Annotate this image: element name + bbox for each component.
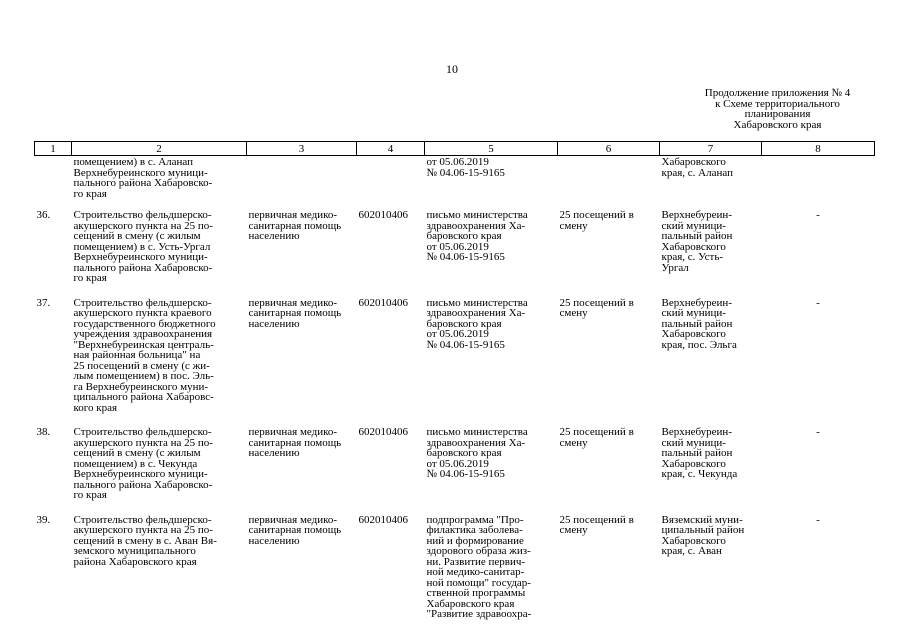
capacity-cell	[558, 209, 660, 297]
cell-text-line: здравоохранения Ха-	[426, 307, 526, 319]
cell-text-line: Верхнебуреинского муници-	[73, 166, 208, 179]
cell-text-line: ной помощи" государ-	[426, 576, 531, 589]
column-number-header: 2	[72, 142, 247, 156]
cell-text-line: пального района Хабаровско-	[73, 261, 213, 274]
cell-text-line: Верхнебуреинского муници-	[73, 251, 208, 263]
cell-text-line: государственного бюджетного	[73, 317, 216, 330]
cell-text-line: Строительство фельдшерско-	[73, 209, 212, 221]
object-code-cell: 602010406	[358, 209, 408, 221]
cell-text-line: края, с. Усть-	[661, 251, 724, 263]
cell-text-line: края, пос. Эльга	[661, 338, 737, 351]
basis-document-cell	[425, 426, 558, 514]
object-code-cell	[357, 156, 425, 210]
table-row	[35, 209, 875, 297]
location-cell	[660, 514, 762, 620]
column-8-cell: -	[816, 209, 820, 221]
cell-text-line: ципального района Хабаровс-	[73, 391, 214, 403]
header-note-line: Продолжение приложения № 4	[704, 87, 851, 99]
capacity-cell	[558, 156, 660, 210]
cell-text-line: сещений в смену (с жилым	[73, 447, 201, 459]
cell-text-line: от 05.06.2019	[426, 457, 489, 470]
object-code-cell: 602010406	[358, 296, 408, 309]
cell-text-line: первичная медико-	[248, 426, 338, 438]
cell-text-line: акушерского пункта на 25 по-	[73, 524, 213, 536]
object-type-cell	[247, 209, 357, 297]
object-type-cell	[247, 426, 357, 514]
cell-text-line: № 04.06-15-9165	[426, 338, 505, 351]
object-type-cell	[247, 297, 357, 427]
cell-text-line: ципальный район	[661, 524, 745, 536]
cell-text-line: сещений в смену (с жилым	[73, 230, 201, 242]
cell-text-line: Верхнебуреин-	[661, 209, 732, 221]
cell-text-line: го края	[73, 272, 107, 284]
cell-text-line: "Развитие здравоохра-	[426, 608, 532, 620]
cell-text-line: пальный район	[661, 317, 733, 330]
cell-text-line: санитарная помощь	[248, 524, 342, 536]
cell-text-line: Ургал	[661, 261, 689, 274]
column-number-header: 6	[558, 142, 660, 156]
cell-text-line: филактика заболева-	[426, 524, 523, 536]
cell-text-line: письмо министерства	[426, 426, 528, 438]
cell-text-line: письмо министерства	[426, 296, 528, 309]
column-number-header: 4	[357, 142, 425, 156]
capacity-cell	[558, 297, 660, 427]
cell-text-line: письмо министерства	[426, 209, 528, 221]
cell-text-line: ский муници-	[661, 436, 726, 449]
cell-text-line: здравоохранения Ха-	[426, 436, 526, 449]
cell-text-line: ной медико-санитар-	[426, 566, 525, 578]
cell-text-line: акушерского пункта на 25 по-	[73, 219, 213, 232]
cell-text-line: 25 посещений в	[559, 296, 634, 309]
cell-text-line: пальный район	[661, 447, 733, 459]
cell-text-line: края, с. Чекунда	[661, 468, 738, 480]
header-note-line: планирования	[744, 108, 811, 120]
cell-text-line: района Хабаровского края	[73, 555, 197, 568]
cell-text-line: № 04.06-15-9165	[426, 251, 505, 263]
cell-text-line: ский муници-	[661, 219, 726, 232]
cell-text-line: Хабаровского края	[426, 597, 515, 610]
location-cell	[660, 297, 762, 427]
cell-text-line: Строительство фельдшерско-	[73, 296, 212, 309]
column-8-cell	[762, 156, 875, 210]
cell-text-line: учреждения здравоохранения	[73, 328, 213, 340]
basis-document-cell	[425, 514, 558, 620]
column-number-header: 3	[247, 142, 357, 156]
location-cell	[660, 156, 762, 210]
object-name-cell	[72, 156, 247, 210]
cell-text-line: подпрограмма "Про-	[426, 513, 524, 526]
basis-document-cell	[425, 156, 558, 210]
column-8-cell: -	[816, 513, 820, 526]
cell-text-line: населению	[248, 534, 300, 547]
cell-text-line: Хабаровского	[661, 240, 726, 253]
cell-text-line: кого края	[73, 401, 118, 414]
appendix-header-note	[690, 88, 865, 130]
cell-text-line: Хабаровского	[661, 328, 726, 340]
object-name-cell	[72, 426, 247, 514]
column-number-header: 5	[425, 142, 558, 156]
cell-text-line: от 05.06.2019	[426, 328, 489, 340]
row-number-cell	[35, 156, 72, 210]
object-name-cell	[72, 297, 247, 427]
cell-text-line: ственной программы	[426, 587, 526, 599]
cell-text-line: помещением) в с. Аланап	[73, 156, 194, 168]
column-number-header: 7	[660, 142, 762, 156]
cell-text-line: го края	[73, 187, 107, 200]
cell-text-line: "Верхнебуреинская централь-	[73, 338, 214, 351]
cell-text-line: Хабаровского	[661, 457, 726, 470]
cell-text-line: сещений в смену в с. Аван Вя-	[73, 534, 217, 547]
cell-text-line: ная районная больница" на	[73, 349, 201, 361]
cell-text-line: смену	[559, 219, 588, 232]
row-number-cell: 38.	[36, 426, 51, 438]
cell-text-line: здорового образа жиз-	[426, 545, 531, 557]
cell-text-line: 25 посещений в	[559, 426, 634, 438]
cell-text-line: первичная медико-	[248, 513, 338, 526]
cell-text-line: ний и формирование	[426, 534, 524, 547]
cell-text-line: баровского края	[426, 230, 502, 242]
cell-text-line: ский муници-	[661, 307, 726, 319]
header-note-line: Хабаровского края	[733, 118, 822, 131]
objects-table	[34, 141, 875, 620]
location-cell	[660, 426, 762, 514]
cell-text-line: помещением) в с. Усть-Ургал	[73, 240, 211, 253]
basis-document-cell	[425, 297, 558, 427]
cell-text-line: акушерского пункта на 25 по-	[73, 436, 213, 449]
cell-text-line: края, с. Аван	[661, 545, 722, 557]
cell-text-line: Строительство фельдшерско-	[73, 513, 212, 526]
cell-text-line: Хабаровского	[661, 534, 726, 547]
capacity-cell	[558, 426, 660, 514]
row-number-cell: 37.	[36, 296, 51, 309]
cell-text-line: пальный район	[661, 230, 733, 242]
object-type-cell	[247, 514, 357, 620]
cell-text-line: смену	[559, 307, 588, 319]
cell-text-line: го края	[73, 489, 107, 501]
cell-text-line: акушерского пункта краевого	[73, 307, 212, 319]
column-8-cell: -	[816, 426, 820, 438]
cell-text-line: первичная медико-	[248, 209, 338, 221]
cell-text-line: земского муниципального	[73, 545, 196, 557]
table-row	[35, 297, 875, 427]
object-type-cell	[247, 156, 357, 210]
cell-text-line: Верхнебуреин-	[661, 296, 732, 309]
object-code-cell: 602010406	[358, 426, 408, 438]
cell-text-line: края, с. Аланап	[661, 166, 733, 179]
cell-text-line: пального района Хабаровско-	[73, 478, 213, 491]
cell-text-line: населению	[248, 447, 300, 459]
cell-text-line: населению	[248, 230, 300, 242]
cell-text-line: Верхнебуреин-	[661, 426, 732, 438]
header-note-line: к Схеме территориального	[715, 97, 840, 110]
cell-text-line: здравоохранения Ха-	[426, 219, 526, 232]
location-cell	[660, 209, 762, 297]
page-number: 10	[446, 62, 458, 76]
cell-text-line: помещением) в с. Чекунда	[73, 457, 198, 470]
column-number-header: 1	[35, 142, 72, 156]
cell-text-line: баровского края	[426, 317, 502, 330]
cell-text-line: 25 посещений в смену (с жи-	[73, 359, 210, 372]
cell-text-line: санитарная помощь	[248, 436, 342, 449]
column-8-cell: -	[816, 296, 820, 309]
cell-text-line: га Верхнебуреинского муни-	[73, 380, 209, 393]
table-row	[35, 426, 875, 514]
cell-text-line: первичная медико-	[248, 296, 338, 309]
cell-text-line: пального района Хабаровско-	[73, 177, 213, 189]
cell-text-line: от 05.06.2019	[426, 240, 489, 253]
row-number-cell: 36.	[36, 209, 51, 221]
cell-text-line: смену	[559, 524, 588, 536]
column-number-header: 8	[762, 142, 875, 156]
cell-text-line: Верхнебуреинского муници-	[73, 468, 208, 480]
cell-text-line: Хабаровского	[661, 156, 726, 168]
cell-text-line: от 05.06.2019	[426, 156, 489, 168]
table-row	[35, 156, 875, 210]
object-code-cell: 602010406	[358, 513, 408, 526]
cell-text-line: смену	[559, 436, 588, 449]
basis-document-cell	[425, 209, 558, 297]
object-name-cell	[72, 514, 247, 620]
cell-text-line: ни. Развитие первич-	[426, 555, 526, 568]
table-row	[35, 514, 875, 620]
cell-text-line: санитарная помощь	[248, 219, 342, 232]
cell-text-line: № 04.06-15-9165	[426, 166, 505, 179]
table-body	[35, 156, 875, 620]
cell-text-line: 25 посещений в	[559, 513, 634, 526]
row-number-cell: 39.	[36, 513, 51, 526]
capacity-cell	[558, 514, 660, 620]
cell-text-line: населению	[248, 317, 300, 330]
cell-text-line: № 04.06-15-9165	[426, 468, 505, 480]
column-number-row	[35, 142, 875, 156]
object-name-cell	[72, 209, 247, 297]
cell-text-line: Вяземский муни-	[661, 513, 743, 526]
cell-text-line: Строительство фельдшерско-	[73, 426, 212, 438]
cell-text-line: 25 посещений в	[559, 209, 634, 221]
cell-text-line: санитарная помощь	[248, 307, 342, 319]
cell-text-line: лым помещением) в пос. Эль-	[73, 370, 214, 382]
cell-text-line: баровского края	[426, 447, 502, 459]
